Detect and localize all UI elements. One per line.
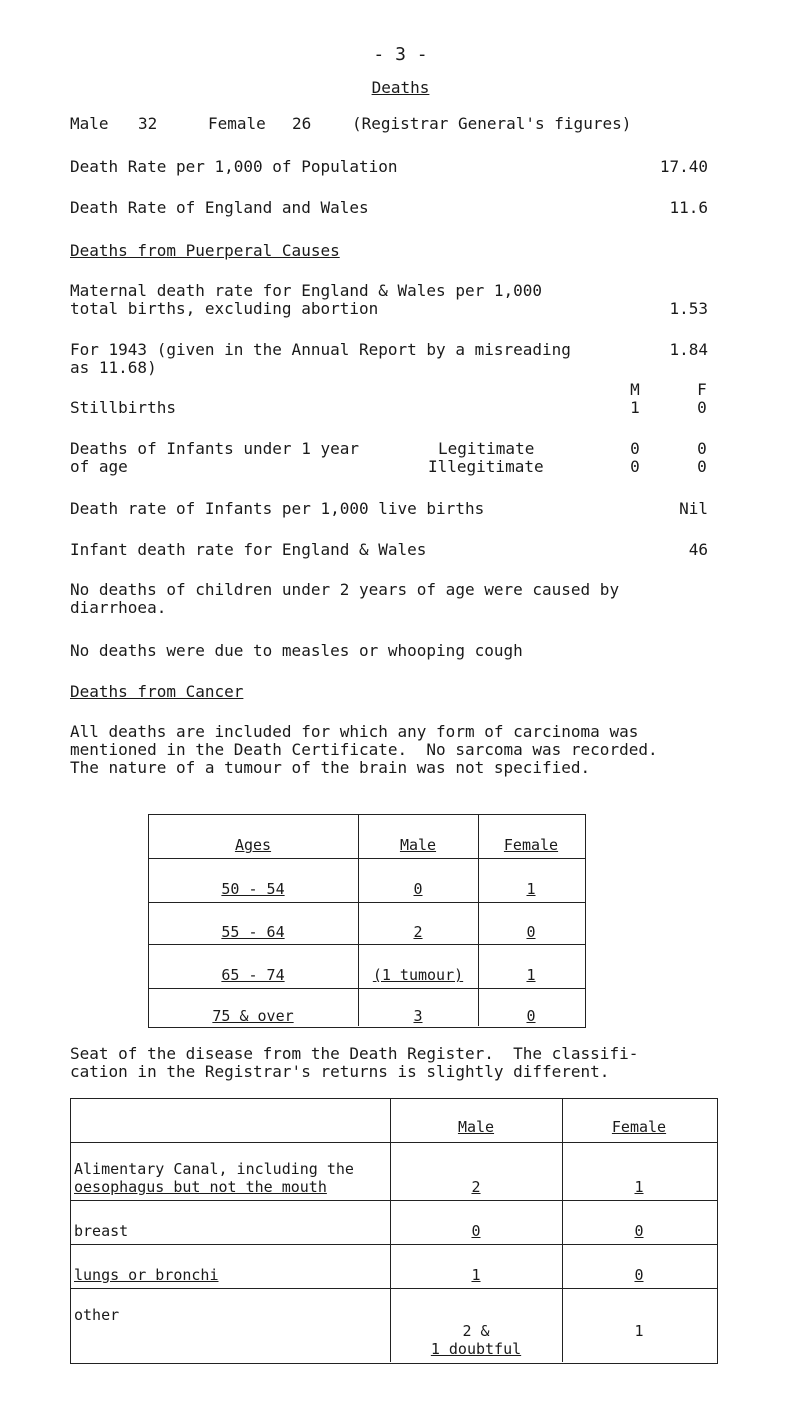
male-header: Male [399, 836, 437, 854]
seat-row-female: 0 [634, 1222, 644, 1240]
illegitimate-m: 0 [630, 457, 640, 476]
stillbirths-m: 1 [630, 398, 640, 417]
seat-row-female: 1 [634, 1322, 644, 1340]
table-row-male: 2 [413, 923, 423, 941]
page-title: Deaths [371, 78, 430, 97]
registrar-note: (Registrar General's figures) [352, 114, 632, 133]
infant-rate-value: Nil [679, 499, 708, 518]
table-row-female: 1 [526, 880, 536, 898]
table-row-male: 0 [413, 880, 423, 898]
puerperal-value2: 1.84 [669, 340, 708, 359]
legitimate-m: 0 [630, 439, 640, 458]
table-row-age: 75 & over [212, 1007, 294, 1025]
female-value: 26 [292, 114, 312, 133]
death-rate-label: Death Rate per 1,000 of Population [70, 157, 398, 176]
seat-site-line: Alimentary Canal, including the [74, 1160, 354, 1178]
puerperal-line1: Maternal death rate for England & Wales per 1,000 [70, 281, 543, 300]
col-m-header: M [630, 380, 640, 399]
infant-rate-ew-value: 46 [688, 540, 708, 559]
seat-site-line: oesophagus but not the mouth [74, 1178, 327, 1196]
seat-site-line: lungs or bronchi [74, 1266, 219, 1284]
seat-site-line: breast [74, 1222, 129, 1240]
seat-female-header: Female [611, 1118, 667, 1136]
male-label: Male [70, 114, 109, 133]
infant-rate-ew-label: Infant death rate for England & Wales [70, 540, 427, 559]
seat-row-female: 0 [634, 1266, 644, 1284]
puerperal-line3: For 1943 (given in the Annual Report by a misreading [70, 340, 571, 359]
puerperal-line4: as 11.68) [70, 358, 157, 377]
legitimate-f: 0 [697, 439, 707, 458]
infant-rate-label: Death rate of Infants per 1,000 live births [70, 499, 485, 518]
seat-row-male: 2 [471, 1178, 481, 1196]
seat-line1: Seat of the disease from the Death Register. The classifi- [70, 1044, 639, 1063]
seat-row-male: 2 & [462, 1322, 490, 1340]
seat-male-header: Male [457, 1118, 495, 1136]
seat-row-female: 1 [634, 1178, 644, 1196]
seat-line2: cation in the Registrar's returns is slightly different. [70, 1062, 610, 1081]
ew-rate-value: 11.6 [669, 198, 708, 217]
female-header: Female [503, 836, 559, 854]
page-number: - 3 - [373, 44, 428, 65]
ew-rate-label: Death Rate of England and Wales [70, 198, 369, 217]
puerperal-heading: Deaths from Puerperal Causes [70, 241, 340, 260]
table-row-age: 65 - 74 [221, 966, 285, 984]
female-label: Female [208, 114, 266, 133]
age-header: Ages [234, 836, 272, 854]
cancer-line1: All deaths are included for which any form of carcinoma was [70, 722, 639, 741]
infant-deaths-line1: Deaths of Infants under 1 year [70, 439, 359, 458]
table-row-female: 1 [526, 966, 536, 984]
illegitimate-f: 0 [697, 457, 707, 476]
male-value: 32 [138, 114, 158, 133]
puerperal-value1: 1.53 [669, 299, 708, 318]
puerperal-line2: total births, excluding abortion [70, 299, 379, 318]
table-row-male: (1 tumour) [372, 966, 464, 984]
illegitimate-label: Illegitimate [428, 457, 544, 476]
table-row-age: 50 - 54 [221, 880, 285, 898]
death-rate-value: 17.40 [659, 157, 708, 176]
table-row-female: 0 [526, 923, 536, 941]
stillbirths-label: Stillbirths [70, 398, 176, 417]
seat-row-male: 1 [471, 1266, 481, 1284]
legitimate-label: Legitimate [438, 439, 535, 458]
table-row-female: 0 [526, 1007, 536, 1025]
cancer-heading: Deaths from Cancer [70, 682, 244, 701]
infant-deaths-line2: of age [70, 457, 128, 476]
seat-row-male: 1 doubtful [430, 1340, 522, 1358]
cancer-line2: mentioned in the Death Certificate. No sarcoma was recorded. [70, 740, 658, 759]
seat-row-male: 0 [471, 1222, 481, 1240]
cancer-line3: The nature of a tumour of the brain was not specified. [70, 758, 591, 777]
table-row-male: 3 [413, 1007, 423, 1025]
measles-note: No deaths were due to measles or whooping cough [70, 641, 523, 660]
table-row-age: 55 - 64 [221, 923, 285, 941]
diarrhoea-line2: diarrhoea. [70, 598, 167, 617]
stillbirths-f: 0 [697, 398, 707, 417]
seat-site-line: other [74, 1306, 120, 1324]
diarrhoea-line1: No deaths of children under 2 years of age were caused by [70, 580, 620, 599]
col-f-header: F [697, 380, 707, 399]
